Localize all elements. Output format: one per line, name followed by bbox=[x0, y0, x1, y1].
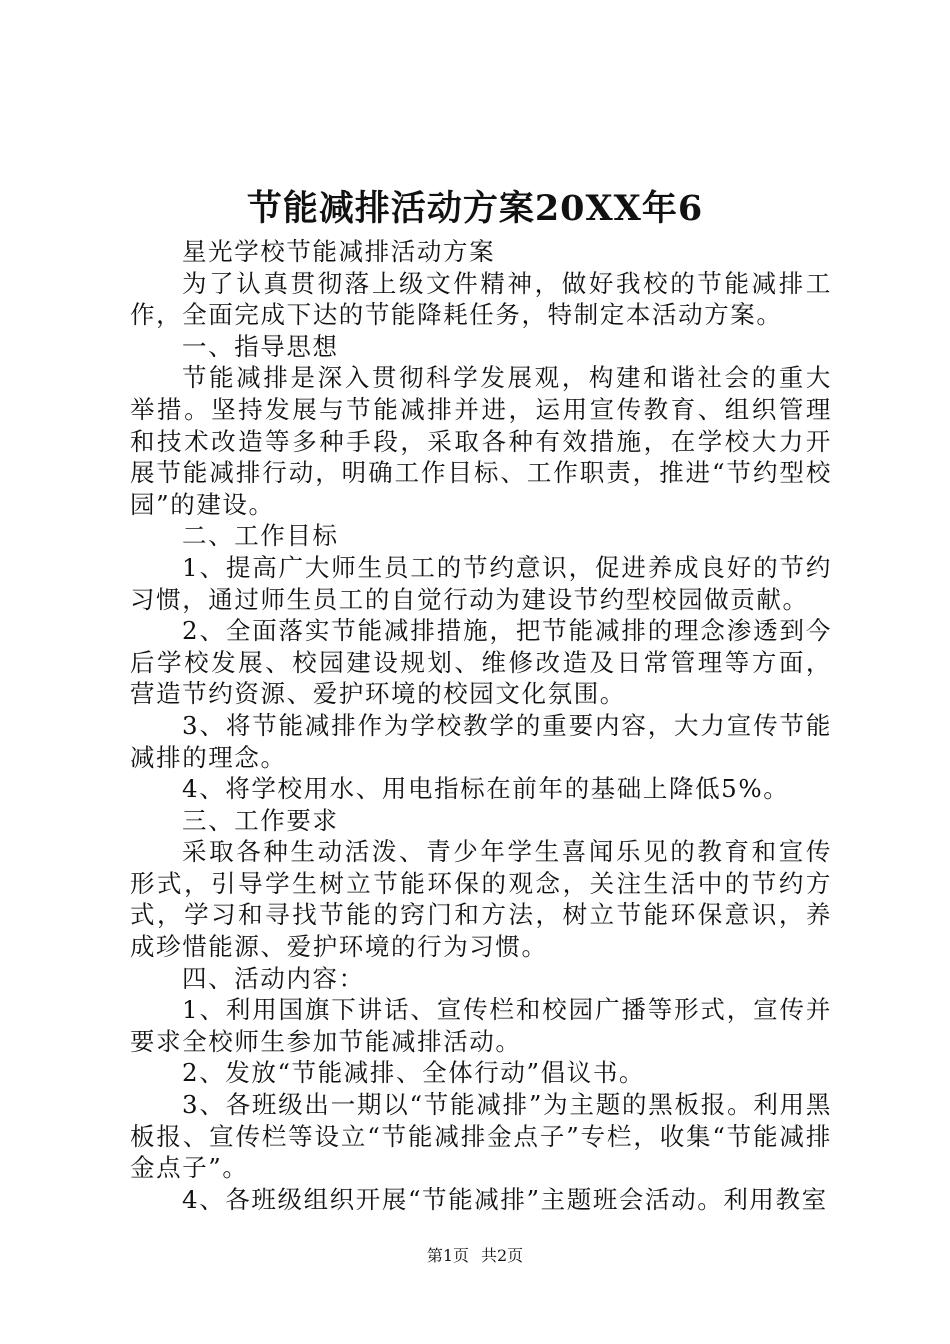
school-plan-heading: 星光学校节能减排活动方案 bbox=[182, 237, 496, 266]
requirements-paragraph: 采取各种生动活泼、青少年学生喜闻乐见的教育和宣传形式，引导学生树立节能环保的观念，关注生活中的节约方式，学习和寻找节能的窍门和方法，树立节能环保意识，养成珍惜能源、爱护环境的行为习惯。 bbox=[130, 837, 832, 962]
goal-item-2: 2、全面落实节能减排措施，把节能减排的理念渗透到今后学校发展、校园建设规划、维修改造及日常管理等方面，营造节约资源、爱护环境的校园文化氛围。 bbox=[130, 616, 832, 709]
section-heading-guiding-ideology: 一、指导思想 bbox=[182, 331, 339, 361]
section-heading-activity-content: 四、活动内容： bbox=[182, 963, 365, 993]
activity-item-1: 1、利用国旗下讲话、宣传栏和校园广播等形式，宣传并要求全校师生参加节能减排活动。 bbox=[130, 995, 832, 1056]
guiding-ideology-paragraph: 节能减排是深入贯彻科学发展观，构建和谐社会的重大举措。坚持发展与节能减排并进，运用宣传教育、组织管理和技术改造等多种手段，采取各种有效措施，在学校大力开展节能减排行动，明确工作目标、工作职责，推进“节约型校园”的建设。 bbox=[130, 363, 832, 519]
activity-item-4: 4、各班级组织开展“节能减排”主题班会活动。利用教室 bbox=[182, 1184, 828, 1214]
activity-item-3: 3、各班级出一期以“节能减排”为主题的黑板报。利用黑板报、宣传栏等设立“节能减排金点子”专栏，收集“节能减排金点子”。 bbox=[130, 1090, 832, 1183]
section-heading-work-requirements: 三、工作要求 bbox=[182, 805, 339, 835]
page-footer bbox=[0, 1245, 950, 1267]
page-number: 第1页 bbox=[426, 1246, 469, 1265]
section-heading-work-goals: 二、工作目标 bbox=[182, 521, 339, 551]
activity-item-2: 2、发放“节能减排、全体行动”倡议书。 bbox=[182, 1058, 646, 1088]
goal-item-1: 1、提高广大师生员工的节约意识，促进养成良好的节约习惯，通过师生员工的自觉行动为建设节约型校园做贡献。 bbox=[130, 552, 832, 614]
goal-item-3: 3、将节能减排作为学校教学的重要内容，大力宣传节能减排的理念。 bbox=[130, 710, 832, 772]
goal-item-4: 4、将学校用水、用电指标在前年的基础上降低5%。 bbox=[182, 774, 790, 804]
page-total: 共2页 bbox=[481, 1246, 524, 1265]
document-body bbox=[130, 236, 832, 1215]
intro-paragraph: 为了认真贯彻落上级文件精神，做好我校的节能减排工作，全面完成下达的节能降耗任务，特制定本活动方案。 bbox=[130, 268, 832, 330]
document-title: 节能减排活动方案20XX年6 bbox=[246, 188, 704, 229]
